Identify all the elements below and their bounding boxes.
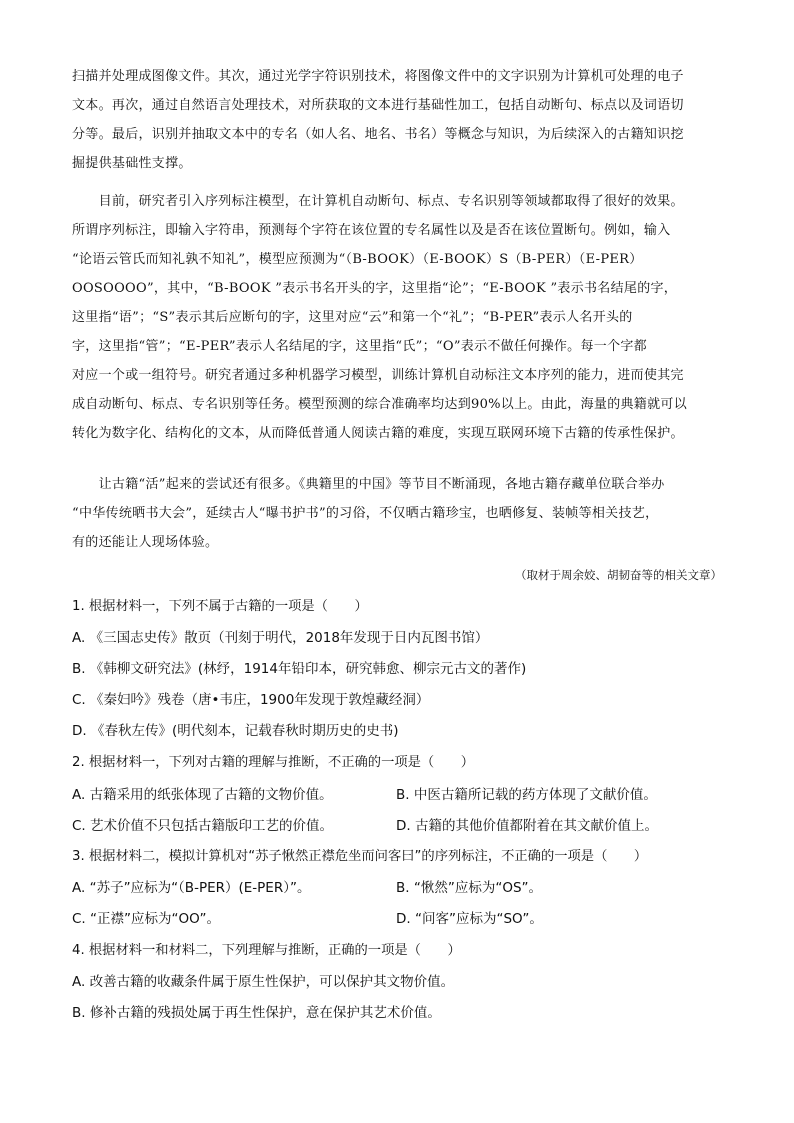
question-1-option-a: A. 《三国志史传》散页（刊刻于明代，2018年发现于日内瓦图书馆） bbox=[72, 630, 489, 646]
question-1-option-c: C. 《秦妇吟》残卷（唐•韦庄，1900年发现于敦煌藏经洞） bbox=[72, 692, 430, 708]
passage-paragraph-2 bbox=[72, 187, 722, 448]
source-citation: （取材于周余姣、胡韧奋等的相关文章） bbox=[515, 568, 722, 582]
passage-paragraph-3 bbox=[72, 470, 722, 557]
passage-line: 分等。最后，识别并抽取文本中的专名（如人名、地名、书名）等概念与知识，为后续深入的古籍知识挖 bbox=[72, 127, 684, 142]
passage-line: 这里指“语”；“S”表示其后应断句的字，这里对应“云”和第一个“礼”；“B-PER”表示人名开头的 bbox=[72, 310, 633, 325]
question-4-option-b: B. 修补古籍的残损处属于再生性保护，意在保护其艺术价值。 bbox=[72, 1005, 441, 1021]
passage-line: 掘提供基础性支撑。 bbox=[72, 156, 192, 171]
passage-line: 对应一个或一组符号。研究者通过多种机器学习模型，训练计算机自动标注文本序列的能力，进而使其完 bbox=[72, 368, 684, 383]
passage-paragraph-1 bbox=[72, 62, 722, 178]
question-2-option-c: C. 艺术价值不只包括古籍版印工艺的价值。 bbox=[72, 818, 334, 834]
passage-line: 目前，研究者引入序列标注模型，在计算机自动断句、标点、专名识别等领域都取得了很好的效果。 bbox=[72, 194, 684, 209]
passage-line: 转化为数字化、结构化的文本，从而降低普通人阅读古籍的难度，实现互联网环境下古籍的传承性保护。 bbox=[72, 426, 684, 441]
passage-line: 字，这里指“管”；“E-PER”表示人名结尾的字，这里指“氏”；“O”表示不做任何操作。每一个字都 bbox=[72, 339, 647, 354]
question-2-option-b: B. 中医古籍所记载的药方体现了文献价值。 bbox=[396, 787, 657, 803]
passage-line: 成自动断句、标点、专名识别等任务。模型预测的综合准确率均达到90%以上。由此，海量的典籍就可以 bbox=[72, 397, 687, 412]
passage-line: 所谓序列标注，即输入字符串，预测每个字符在该位置的专名属性以及是否在该位置断句。例如，输入 bbox=[72, 223, 671, 238]
question-2-stem: 2. 根据材料一，下列对古籍的理解与推断，不正确的一项是（ ） bbox=[72, 755, 475, 770]
question-1-stem: 1. 根据材料一，下列不属于古籍的一项是（ ） bbox=[72, 599, 368, 614]
passage-line: 让古籍“活”起来的尝试还有很多。《典籍里的中国》等节目不断涌现，各地古籍存藏单位联合举办 bbox=[72, 477, 665, 492]
question-3-option-a: A. “苏子”应标为“（B-PER）(E-PER）”。 bbox=[72, 880, 311, 896]
question-3-option-c: C. “正襟”应标为“OO”。 bbox=[72, 911, 220, 927]
passage-line: 文本。再次，通过自然语言处理技术，对所获取的文本进行基础性加工，包括自动断句、标点以及词语切 bbox=[72, 98, 684, 113]
question-2-option-a: A. 古籍采用的纸张体现了古籍的文物价值。 bbox=[72, 787, 333, 803]
passage-line: “中华传统晒书大会”，延续古人“曝书护书”的习俗，不仅晒古籍珍宝，也晒修复、装帧等相关技艺， bbox=[72, 506, 659, 521]
passage-line: 有的还能让人现场体验。 bbox=[72, 535, 219, 550]
passage-line: OOSOOOO”，其中，“B-BOOK ”表示书名开头的字，这里指“论”；“E-BOOK ”表示书名结尾的字， bbox=[72, 281, 678, 296]
question-4-option-a: A. 改善古籍的收藏条件属于原生性保护，可以保护其文物价值。 bbox=[72, 974, 455, 990]
question-3-option-d: D. “问客”应标为“SO”。 bbox=[396, 911, 543, 927]
question-1-option-b: B. 《韩柳文研究法》(林纾，1914年铅印本，研究韩愈、柳宗元古文的著作) bbox=[72, 661, 527, 677]
question-4-stem: 4. 根据材料一和材料二，下列理解与推断，正确的一项是（ ） bbox=[72, 943, 461, 958]
question-1-option-d: D. 《春秋左传》(明代刻本，记载春秋时期历史的史书) bbox=[72, 723, 399, 739]
passage-line: 扫描并处理成图像文件。其次，通过光学字符识别技术，将图像文件中的文字识别为计算机可处理的电子 bbox=[72, 69, 684, 84]
question-2-option-d: D. 古籍的其他价值都附着在其文献价值上。 bbox=[396, 818, 658, 834]
passage-line: “论语云管氏而知礼孰不知礼”，模型应预测为“（B-BOOK）（E-BOOK）S（B-PER）（E-PER） bbox=[72, 252, 643, 267]
question-3-option-b: B. “愀然”应标为“OS”。 bbox=[396, 880, 543, 896]
question-3-stem: 3. 根据材料二，模拟计算机对“苏子愀然正襟危坐而问客曰”的序列标注，不正确的一项是（ ） bbox=[72, 849, 648, 864]
